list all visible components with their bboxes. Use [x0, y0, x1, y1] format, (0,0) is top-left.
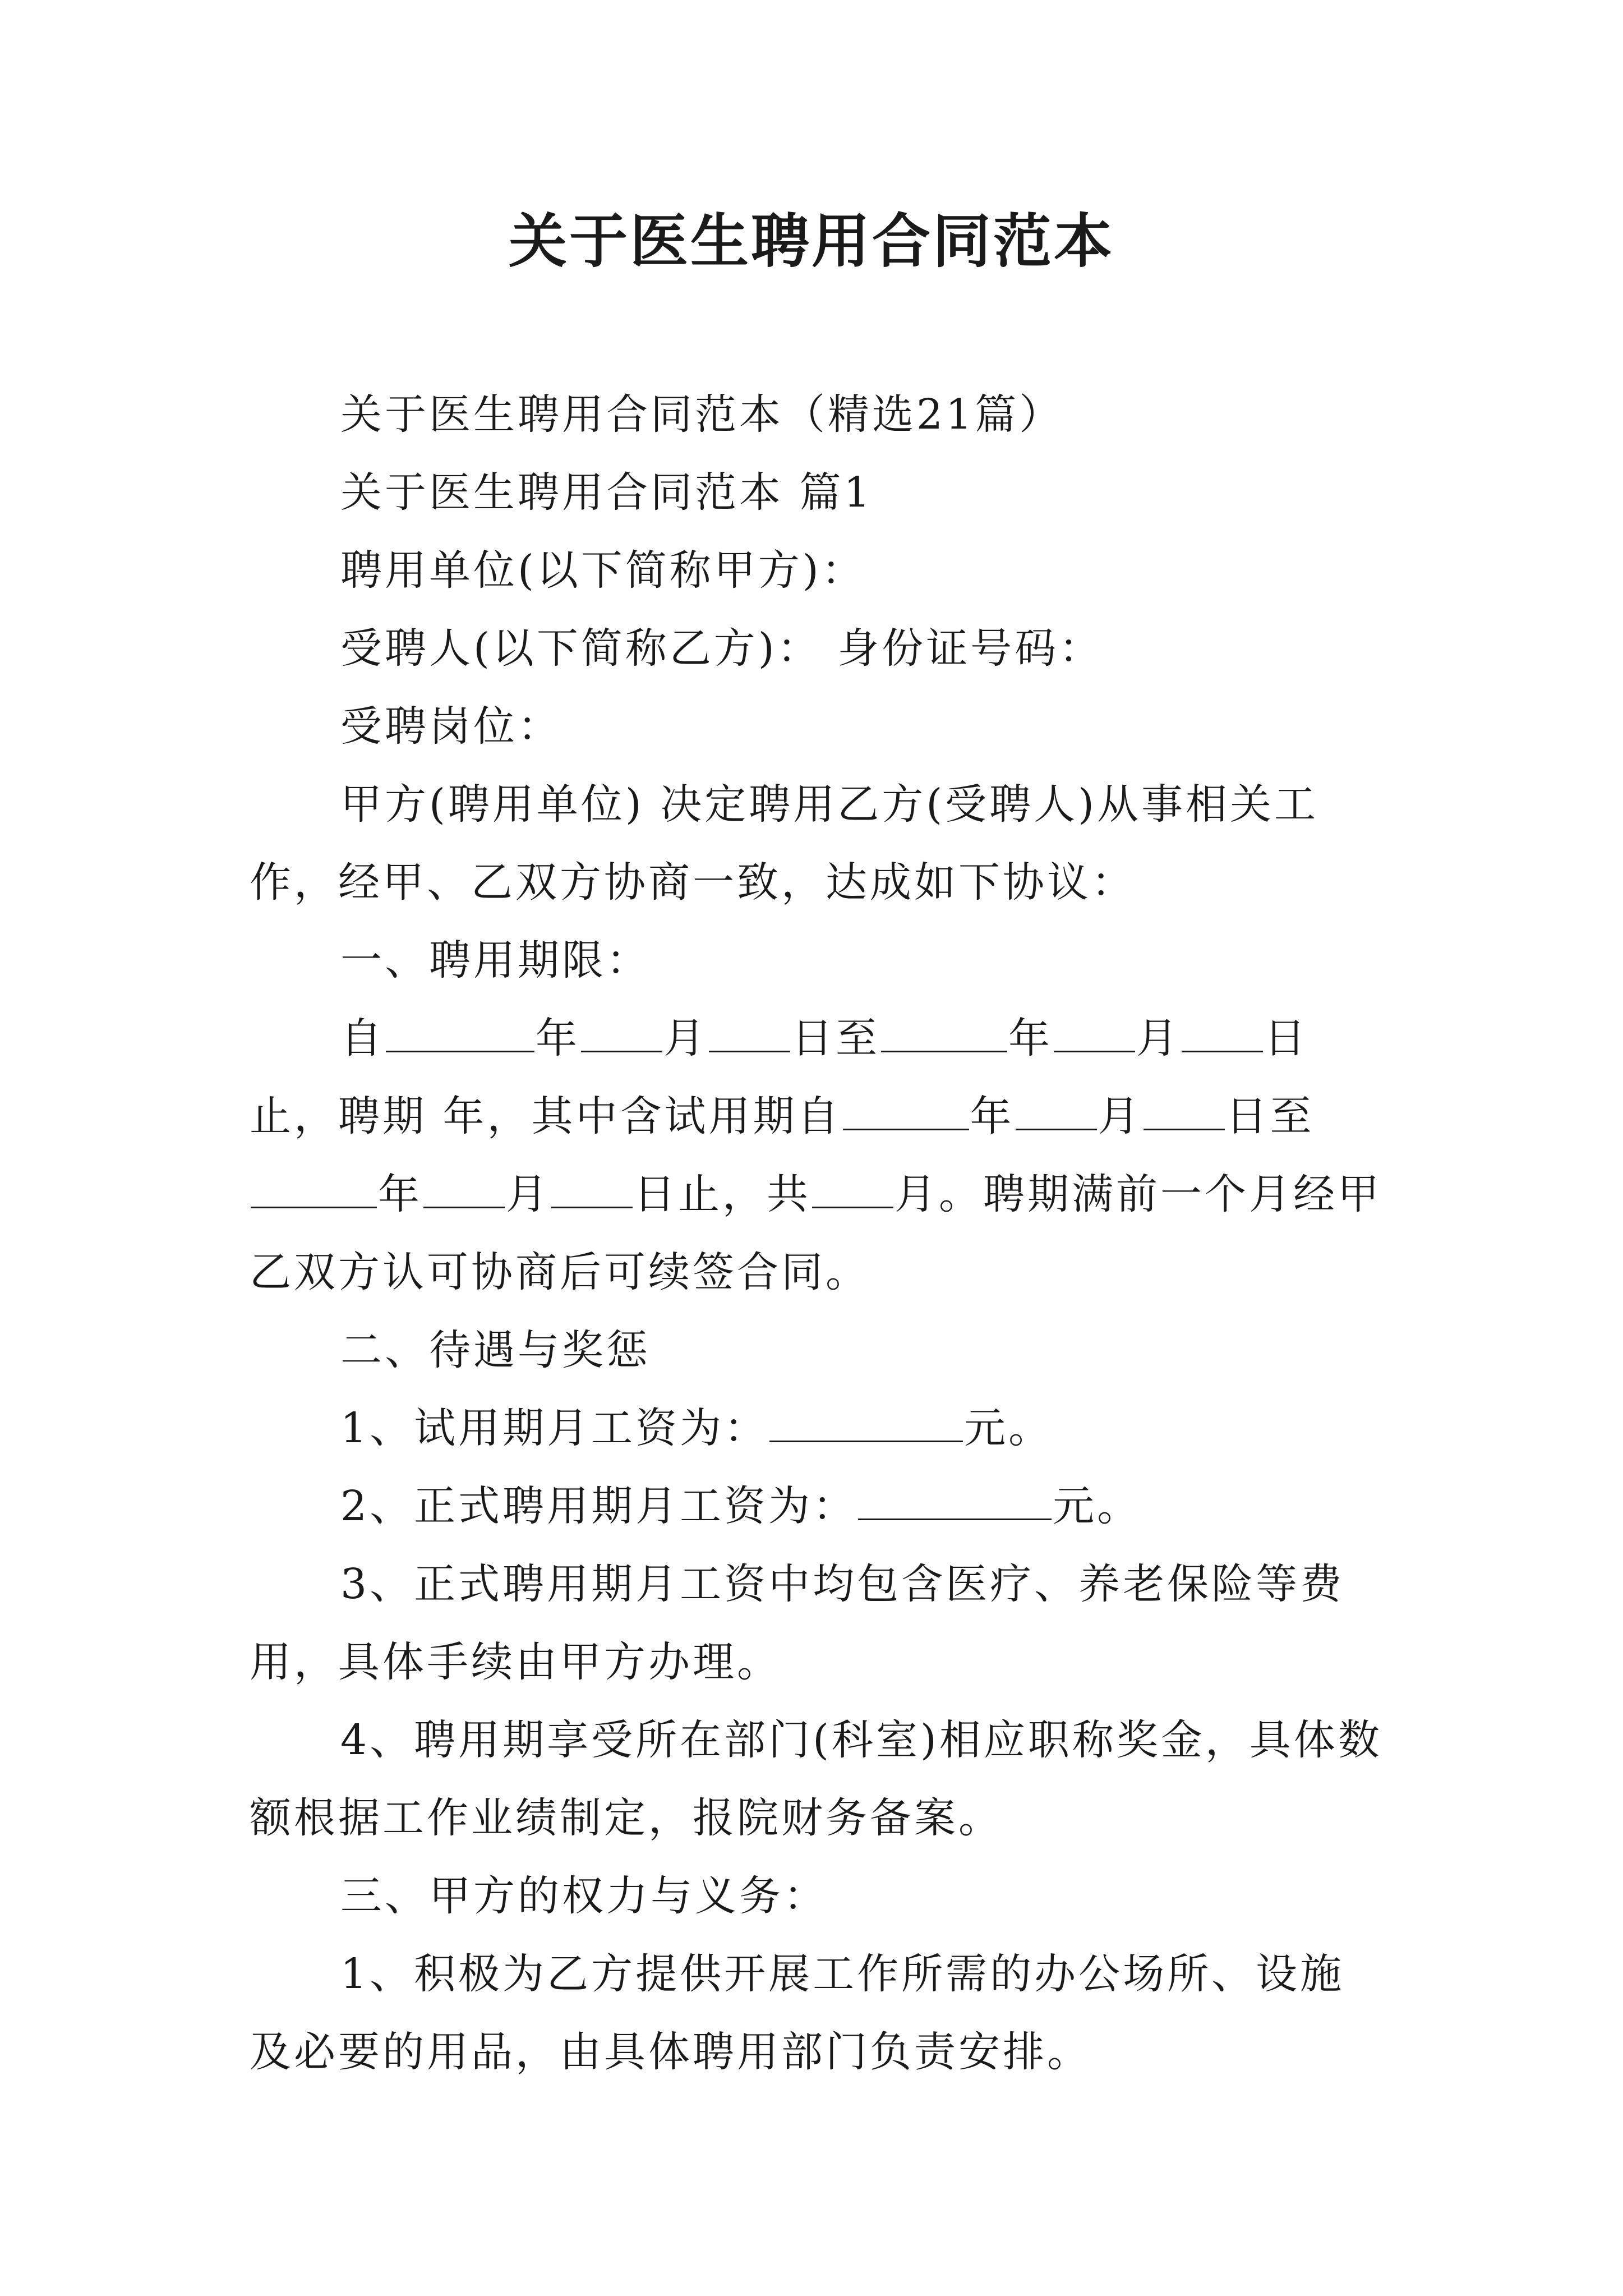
paragraph-rights-1: 1、积极为乙方提供开展工作所需的办公场所、设施及必要的用品，由具体聘用部门负责安排。	[250, 1950, 1345, 2076]
blank-line	[812, 1171, 893, 1208]
blank-line	[1054, 1015, 1135, 1052]
blank-line	[858, 1483, 1052, 1520]
term-text: 年	[378, 1170, 422, 1218]
term-text: 日至	[1225, 1092, 1315, 1140]
paragraph-term-dates	[250, 1000, 1388, 1312]
term-text: 日止，共	[634, 1170, 811, 1218]
blank-line	[551, 1171, 633, 1208]
term-text: 月。聘期满前一个月经甲乙双方认可协商后可续签合同。	[250, 1170, 1382, 1296]
blank-line	[1016, 1093, 1097, 1130]
paragraph-employee: 受聘人(以下简称乙方)： 身份证号码：	[340, 624, 1104, 673]
term-text: 月	[1098, 1092, 1142, 1140]
document-title: 关于医生聘用合同范本	[508, 206, 1114, 275]
term-text: 日止，聘期 年，其中含试用期自	[250, 1014, 1308, 1140]
term-text: 年	[1008, 1014, 1053, 1062]
paragraph-agreement-intro: 甲方(聘用单位) 决定聘用乙方(受聘人)从事相关工作，经甲、乙双方协商一致，达成如下协议：	[250, 780, 1319, 907]
paragraph-section-heading: 关于医生聘用合同范本 篇1	[340, 468, 873, 517]
paragraph-formal-salary	[250, 1467, 1388, 1545]
paragraph-term-heading: 一、聘用期限：	[340, 936, 651, 984]
salary-label: 2、正式聘用期月工资为：	[340, 1482, 857, 1530]
term-text: 月	[1136, 1014, 1181, 1062]
salary-unit: 元。	[964, 1404, 1053, 1452]
term-text: 月	[506, 1170, 550, 1218]
paragraph-rights-heading: 三、甲方的权力与义务：	[340, 1872, 828, 1920]
paragraph-salary-heading: 二、待遇与奖惩	[340, 1326, 651, 1374]
document-body	[250, 376, 1388, 2091]
paragraph-position: 受聘岗位：	[340, 702, 562, 751]
term-text: 自	[340, 1014, 385, 1062]
blank-line	[769, 1405, 963, 1442]
paragraph-insurance: 3、正式聘用期月工资中均包含医疗、养老保险等费用，具体手续由甲方办理。	[250, 1560, 1345, 1686]
blank-line	[251, 1171, 377, 1208]
salary-unit: 元。	[1053, 1482, 1142, 1530]
blank-line	[709, 1015, 790, 1052]
blank-line	[386, 1015, 534, 1052]
term-text: 年	[536, 1014, 580, 1062]
blank-line	[1144, 1093, 1225, 1130]
blank-line	[881, 1015, 1007, 1052]
term-text: 年	[970, 1092, 1015, 1140]
blank-line	[581, 1015, 662, 1052]
term-text: 月	[663, 1014, 708, 1062]
blank-line	[423, 1171, 505, 1208]
term-text: 日至	[791, 1014, 880, 1062]
salary-label: 1、试用期月工资为：	[340, 1404, 769, 1452]
paragraph-bonus: 4、聘用期享受所在部门(科室)相应职称奖金，具体数额根据工作业绩制定，报院财务备案。	[250, 1716, 1382, 1842]
paragraph-subtitle: 关于医生聘用合同范本（精选21篇）	[340, 390, 1064, 439]
blank-line	[1182, 1015, 1263, 1052]
blank-line	[843, 1093, 969, 1130]
paragraph-employer: 聘用单位(以下简称甲方)：	[340, 546, 866, 595]
paragraph-probation-salary	[250, 1389, 1388, 1467]
